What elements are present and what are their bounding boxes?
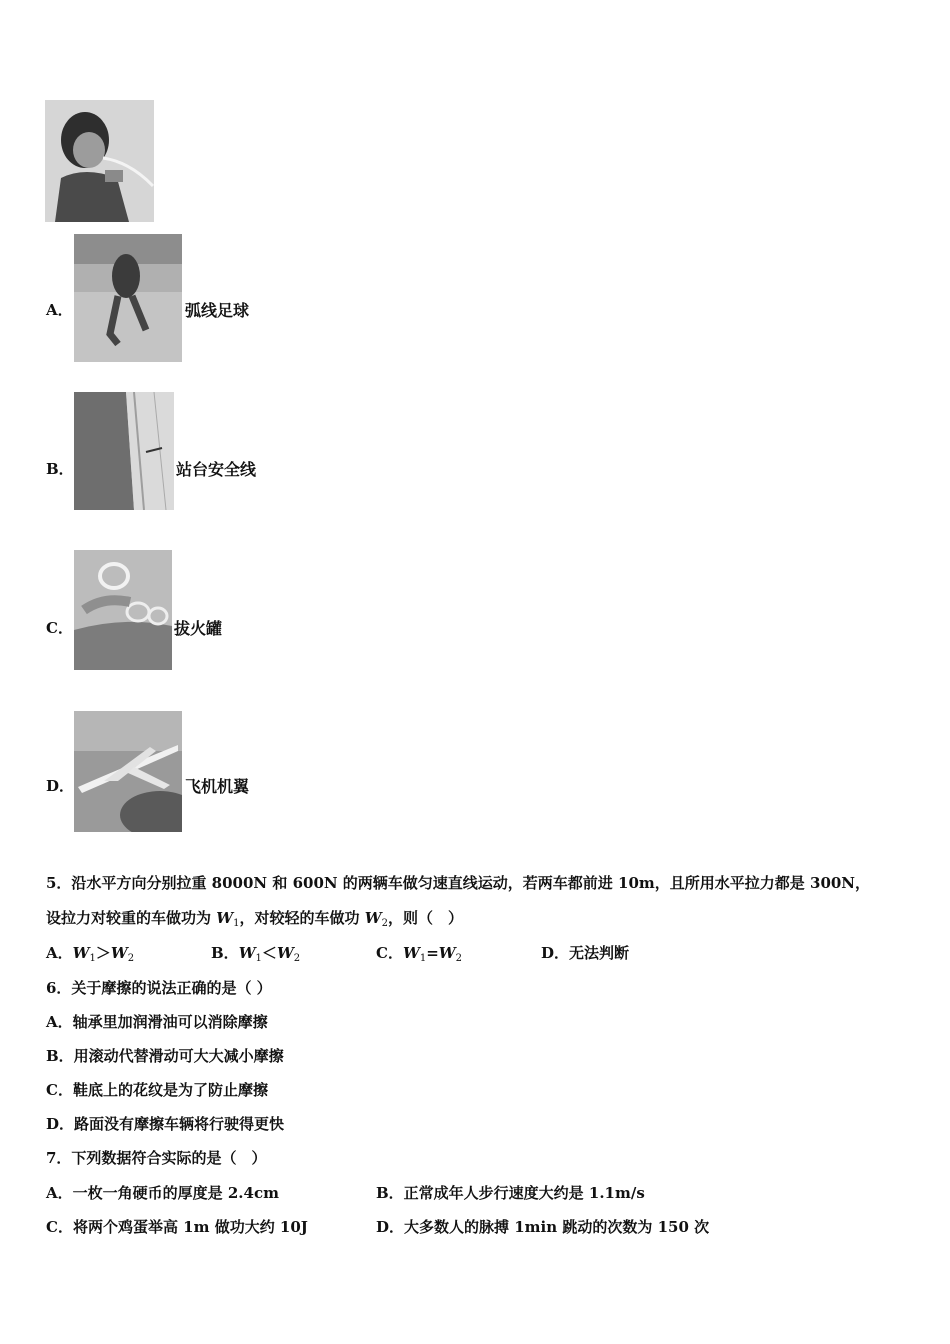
q5-line2 — [46, 907, 463, 929]
q5-option-c — [376, 942, 462, 964]
w-symbol: W — [238, 944, 256, 962]
q5-option-b — [211, 942, 300, 964]
q5-line2-a: 设拉力对较重的车做功为 — [46, 909, 217, 927]
w2-subscript: 2 — [127, 953, 135, 964]
w2-subscript: 2 — [293, 953, 301, 964]
w2-subscript: 2 — [381, 918, 388, 929]
q5-line2-c: ，则（ ） — [387, 909, 463, 927]
q5-option-b-letter: B． — [211, 944, 239, 962]
q6-option-c: C．鞋底上的花纹是为了防止摩擦 — [46, 1081, 268, 1099]
w-symbol: W — [276, 944, 294, 962]
q5-option-a-letter: A． — [46, 944, 73, 962]
q7-option-d: D．大多数人的脉搏 1min 跳动的次数为 150 次 — [376, 1218, 710, 1236]
q7-option-c: C．将两个鸡蛋举高 1m 做功大约 10J — [46, 1218, 308, 1236]
w1-subscript: 1 — [89, 953, 96, 964]
option-c-caption: 拔火罐 — [174, 619, 223, 638]
cupping-photo — [74, 550, 172, 670]
soccer-kick-photo — [74, 234, 182, 362]
q5-option-d-text: 无法判断 — [569, 944, 630, 962]
option-b-letter: B． — [46, 460, 74, 478]
option-b-caption: 站台安全线 — [176, 460, 257, 479]
w-symbol: W — [216, 909, 234, 927]
relation-symbol: ＞ — [95, 944, 111, 962]
q6-option-a: A．轴承里加润滑油可以消除摩擦 — [46, 1013, 268, 1031]
q7-option-a: A．一枚一角硬币的厚度是 2.4cm — [46, 1184, 279, 1202]
q6-option-b: B．用滚动代替滑动可大大减小摩擦 — [46, 1047, 284, 1065]
option-c-letter: C． — [46, 619, 73, 637]
q5-line2-b: ，对较轻的车做功 — [239, 909, 365, 927]
q5-line1: 5．沿水平方向分别拉重 8000N 和 600N 的两辆车做匀速直线运动，若两车都前进 10m，且所用水平拉力都是 300N， — [46, 874, 871, 892]
w-symbol: W — [438, 944, 456, 962]
option-a-caption: 弧线足球 — [185, 301, 250, 320]
airplane-photo — [74, 711, 182, 832]
platform-safety-line-photo — [74, 392, 174, 510]
w-symbol: W — [364, 909, 382, 927]
q7-stem: 7．下列数据符合实际的是（ ） — [46, 1149, 267, 1167]
child-blowing-photo — [45, 100, 154, 222]
w2-subscript: 2 — [455, 953, 462, 964]
w-symbol: W — [402, 944, 420, 962]
option-d-letter: D． — [46, 777, 75, 795]
q7-option-b: B．正常成年人步行速度大约是 1.1m/s — [376, 1184, 645, 1202]
w1-subscript: 1 — [419, 953, 427, 964]
w-symbol: W — [72, 944, 90, 962]
q6-stem: 6．关于摩擦的说法正确的是（ ） — [46, 979, 272, 997]
w1-subscript: 1 — [233, 918, 240, 929]
relation-symbol: = — [426, 944, 439, 962]
relation-symbol: ＜ — [261, 944, 277, 962]
q5-option-a — [46, 942, 134, 964]
q6-option-d: D．路面没有摩擦车辆将行驶得更快 — [46, 1115, 285, 1133]
w-symbol: W — [110, 944, 128, 962]
w1-subscript: 1 — [255, 953, 262, 964]
q5-option-c-letter: C． — [376, 944, 403, 962]
option-a-letter: A． — [46, 301, 73, 319]
q5-option-d-letter: D． — [541, 944, 570, 962]
q5-option-d — [541, 942, 629, 963]
option-d-caption: 飞机机翼 — [185, 777, 250, 796]
